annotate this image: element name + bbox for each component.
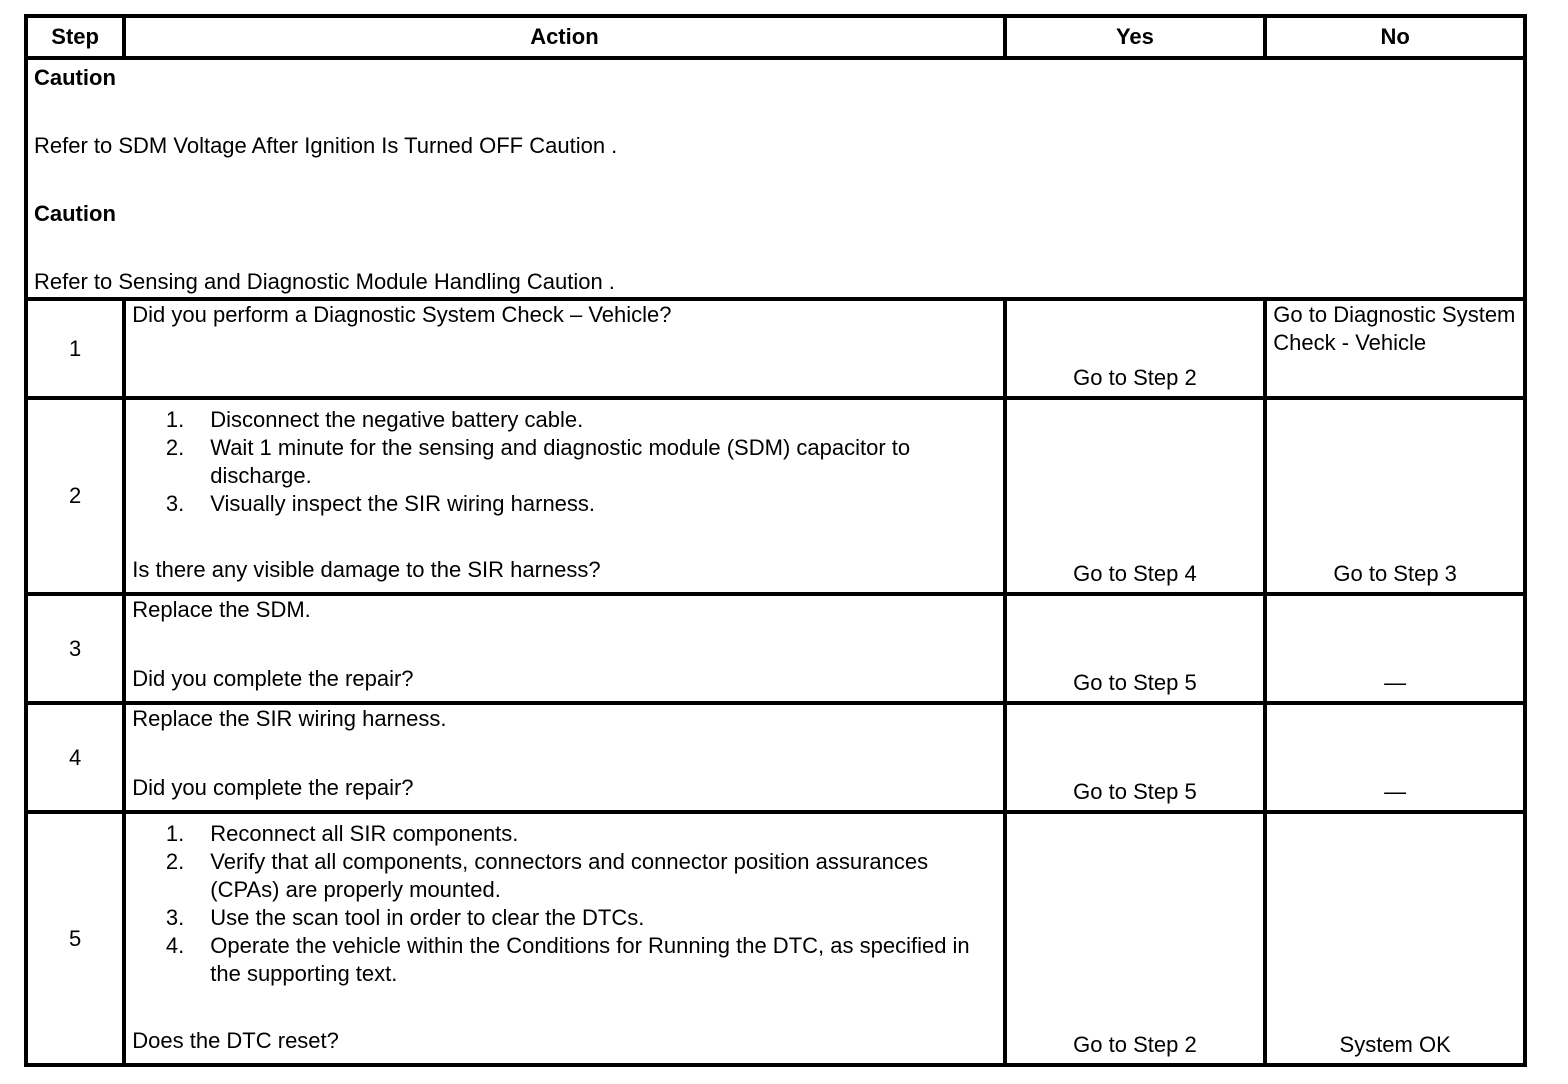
header-no: No [1265, 16, 1525, 58]
caution-title: Caution [34, 201, 116, 226]
caution-cell [26, 58, 1525, 299]
no-cell: — [1265, 594, 1525, 703]
no-cell: Go to Diagnostic System Check - Vehicle [1265, 299, 1525, 398]
table-row [26, 299, 1525, 398]
caution-text: Refer to SDM Voltage After Ignition Is Turned OFF Caution . [34, 133, 618, 158]
list-item: 4. Operate the vehicle within the Conditions for Running the DTC, as specified in the supporting text. [165, 933, 970, 986]
action-question: Does the DTC reset? [132, 1028, 339, 1053]
action-cell [124, 812, 1004, 1065]
step-number: 4 [26, 703, 124, 812]
step-number: 1 [26, 299, 124, 398]
diagnostic-table [24, 14, 1527, 1067]
action-question: Did you complete the repair? [132, 775, 414, 800]
action-cell [124, 703, 1004, 812]
step-number: 5 [26, 812, 124, 1065]
no-cell: — [1265, 703, 1525, 812]
yes-cell: Go to Step 2 [1005, 812, 1266, 1065]
header-yes: Yes [1005, 16, 1266, 58]
list-item: 1. Reconnect all SIR components. [165, 821, 519, 846]
action-text: Replace the SDM. [132, 597, 311, 622]
table-row [26, 594, 1525, 703]
yes-cell: Go to Step 4 [1005, 398, 1266, 594]
caution-row [26, 58, 1525, 299]
list-item: 2. Verify that all components, connectors and connector position assurances (CPAs) are properly mounted. [165, 849, 929, 902]
table-row [26, 398, 1525, 594]
action-list [132, 406, 996, 518]
action-text: Replace the SIR wiring harness. [132, 706, 447, 731]
action-cell [124, 594, 1004, 703]
diagnostic-table-page [24, 14, 1527, 1067]
list-item: 2. Wait 1 minute for the sensing and diagnostic module (SDM) capacitor to discharge. [165, 435, 911, 488]
action-question: Is there any visible damage to the SIR harness? [132, 557, 601, 582]
action-cell [124, 398, 1004, 594]
list-item: 3. Visually inspect the SIR wiring harness. [165, 491, 596, 516]
yes-cell: Go to Step 5 [1005, 594, 1266, 703]
action-list [132, 820, 996, 988]
caution-text: Refer to Sensing and Diagnostic Module Handling Caution . [34, 269, 615, 294]
caution-title: Caution [34, 65, 116, 90]
list-item: 3. Use the scan tool in order to clear the DTCs. [165, 905, 645, 930]
step-number: 3 [26, 594, 124, 703]
action-cell [124, 299, 1004, 398]
no-cell: System OK [1265, 812, 1525, 1065]
header-row [26, 16, 1525, 58]
table-row [26, 812, 1525, 1065]
step-number: 2 [26, 398, 124, 594]
header-step: Step [26, 16, 124, 58]
action-text: Did you perform a Diagnostic System Check – Vehicle? [132, 302, 672, 327]
yes-cell: Go to Step 5 [1005, 703, 1266, 812]
action-question: Did you complete the repair? [132, 666, 414, 691]
list-item: 1. Disconnect the negative battery cable. [165, 407, 584, 432]
yes-cell: Go to Step 2 [1005, 299, 1266, 398]
table-row [26, 703, 1525, 812]
no-cell: Go to Step 3 [1265, 398, 1525, 594]
header-action: Action [124, 16, 1004, 58]
